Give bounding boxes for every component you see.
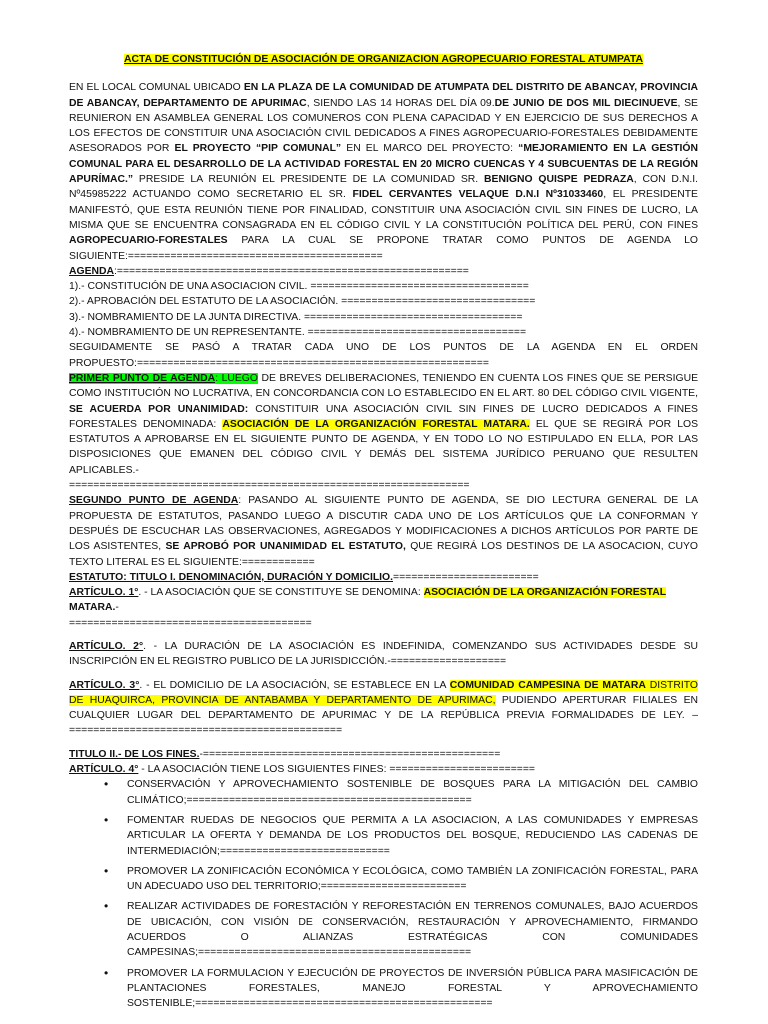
intro-paragraph xyxy=(69,80,698,264)
article-2 xyxy=(69,639,698,670)
agenda-item: 4).- NOMBRAMIENTO DE UN REPRESENTANTE. ==================================== xyxy=(69,327,527,339)
agenda-item: 1).- CONSTITUCIÓN DE UNA ASOCIACION CIVIL. ==================================== xyxy=(69,281,529,293)
article-1-label: ARTÍCULO. 1° xyxy=(69,587,139,599)
segundo-punto-paragraph xyxy=(69,493,698,569)
article-2-text: . - LA DURACIÓN DE LA ASOCIACIÓN ES INDEFINIDA, COMENZANDO SUS ACTIVIDADES DESDE SU INSCRIPCIÓN EN EL REGISTRO PUBLICO DE LA JURISDICCIÓN.-=================== xyxy=(69,640,699,668)
article-1-association-name: ASOCIACIÓN DE LA ORGANIZACIÓN FORESTAL xyxy=(423,587,666,599)
intro-project-name: “MEJORAMIENTO EN LA GESTIÓN COMUNAL PARA EL DESARROLLO DE LA ACTIVIDAD FORESTAL EN 20 MICRO CUENCAS Y 4 SUBCUENTAS DE LA REGIÓN APURÍMAC.” xyxy=(69,143,699,186)
primer-acuerdo: SE ACUERDA POR UNANIMIDAD: xyxy=(69,403,249,415)
article-3-community: COMUNIDAD CAMPESINA DE MATARA xyxy=(449,679,646,691)
president-name: BENIGNO QUISPE PEDRAZA xyxy=(484,174,634,186)
fines-list-item: • PROMOVER LA FORMULACION Y EJECUCIÓN DE PROYECTOS DE INVERSIÓN PÚBLICA PARA MASIFICACIÓN DE PLANTACIONES FORESTALES, MANEJO FORESTAL Y APROVECHAMIENTO SOSTENIBLE;================================================= xyxy=(127,966,698,1012)
article-3 xyxy=(69,678,698,724)
primer-text: DE BREVES DELIBERACIONES, TENIENDO EN CUENTA LOS FINES QUE SE PERSIGUE COMO INSTITUCIÓN NO LUCRATIVA, EN CONCORDANCIA CON LO ESTABLECIDO EN EL ART. 80 DEL CÓDIGO CIVIL VIGENTE, xyxy=(69,372,699,400)
intro-date: DE JUNIO DE DOS MIL DIECINUEVE xyxy=(494,97,678,109)
intro-text: , CON D.N.I. Nº45985222 ACTUANDO COMO SECRETARIO EL SR. xyxy=(69,174,698,201)
agenda-item: 2).- APROBACIÓN DEL ESTATUTO DE LA ASOCIACIÓN. ================================ xyxy=(69,296,536,308)
article-4 xyxy=(69,762,698,777)
titulo-2-heading xyxy=(69,747,698,762)
primer-punto-label: PRIMER PUNTO DE AGENDA xyxy=(69,372,216,384)
agenda-follow: SEGUIDAMENTE SE PASÓ A TRATAR CADA UNO DE LOS PUNTOS DE LA AGENDA EN EL ORDEN xyxy=(69,342,698,354)
intro-text: , SIENDO LAS 14 HORAS DEL DÍA 09. xyxy=(306,97,495,109)
document-title: ACTA DE CONSTITUCIÓN DE ASOCIACIÓN DE ORGANIZACION AGROPECUARIO FORESTAL ATUMPATA xyxy=(124,54,643,65)
intro-location: EN LA PLAZA DE LA COMUNIDAD DE ATUMPATA DEL DISTRITO DE ABANCAY, PROVINCIA DE ABANCAY, DEPARTAMENTO DE APURIMAC xyxy=(69,82,698,109)
article-3-label: ARTÍCULO. 3° xyxy=(69,679,140,691)
article-3-district: DISTRITO DE HUAQUIRCA, PROVINCIA DE ANTABAMBA Y DEPARTAMENTO DE APURIMAC, xyxy=(69,679,699,706)
estatuto-heading xyxy=(69,570,698,585)
fines-list-item: • FOMENTAR RUEDAS DE NEGOCIOS QUE PERMITA A LA ASOCIACION, A LAS COMUNIDADES Y EMPRESAS ARTICULAR LA OFERTA Y DEMANDA DE LOS PRODUCTOS DEL BOSQUE, REDUCIENDO LAS CADENAS DE INTERMEDIACIÓN;============================ xyxy=(127,813,698,859)
article-3-rule: ============================================= xyxy=(69,725,343,737)
intro-text: EN EL MARCO DEL PROYECTO: xyxy=(341,143,519,155)
article-4-text: - LA ASOCIACIÓN TIENE LOS SIGUIENTES FINES: ======================== xyxy=(138,764,535,776)
intro-text: EN EL LOCAL COMUNAL UBICADO xyxy=(69,82,244,94)
article-1-rule: ======================================== xyxy=(69,617,312,629)
segundo-acuerdo: SE APROBÓ POR UNANIMIDAD EL ESTATUTO, xyxy=(165,541,406,553)
primer-punto-paragraph xyxy=(69,371,698,478)
segundo-text: : PASANDO AL SIGUIENTE PUNTO DE AGENDA, SE DIO LECTURA GENERAL DE LA PROPUESTA DE ESTATUTOS, PASANDO LUEGO A DISCUTIR CADA UNO DE LOS ARTÍCULOS QUE LA CONFORMAN Y DESPUÉS DE ESCUCHAR LAS OBSERVACIONES, AGREGADOS Y MODIFICACIONES A DICHOS ARTÍCULOS POR PARTE DE LOS ASISTENTES, xyxy=(69,495,698,553)
primer-text: EL QUE SE REGIRÁ POR LOS ESTATUTOS A APROBARSE EN EL SIGUIENTE PUNTO DE AGENDA, Y EN TODO LO NO ESTIPULADO EN ELLA, POR LAS DISPOSICIONES QUE EMANEN DEL CÓDIGO CIVIL Y DEMÁS DEL SISTEMA JURÍDICO PERUANO QUE RESULTEN APLICABLES.- xyxy=(69,418,699,476)
intro-text: , EL PRESIDENTE MANIFESTÓ, QUE ESTA REUNIÓN TIENE POR FINALIDAD, CONSTITUIR UNA ASOCIACIÓN CIVIL SIN FINES DE LUCRO, LA MISMA QUE SE ENCUENTRA CONSAGRADA EN EL CÓDIGO CIVIL Y LA CONSTITUCIÓN POLÍTICA DEL PERÚ, CON FINES xyxy=(69,189,698,231)
fines-list-item: • CONSERVACIÓN Y APROVECHAMIENTO SOSTENIBLE DE BOSQUES PARA LA MITIGACIÓN DEL CAMBIO CLIMÁTICO;=============================================== xyxy=(127,777,698,808)
intro-text: , SE REUNIERON EN ASAMBLEA GENERAL LOS COMUNEROS CON PLENA CAPACIDAD Y EN EJERCICIO DE SUS DERECHOS A LOS EFECTOS DE CONSTITUIR UNA ASOCIACIÓN CIVIL DEDICADOS A FINES AGROPECUARIO-FORESTALES DEBIDAMENTE ASESORADOS POR xyxy=(69,97,698,155)
agenda-label: AGENDA xyxy=(69,265,115,277)
article-3-text: PUDIENDO APERTURAR FILIALES EN CUALQUIER LUGAR DEL DEPARTAMENTO DE APURIMAC Y DE LA REPÚBLICA PREVIA FORMALIDADES DE LEY. – xyxy=(69,694,698,722)
intro-text: PRESIDE LA REUNIÓN EL PRESIDENTE DE LA COMUNIDAD SR. xyxy=(133,174,485,186)
agenda-heading xyxy=(69,264,698,279)
segundo-text: QUE REGIRÁ LOS DESTINOS DE LA ASOCACION, CUYO TEXTO LITERAL ES EL SIGUIENTE:============ xyxy=(69,541,699,568)
segundo-punto-label: SEGUNDO PUNTO DE AGENDA xyxy=(69,495,239,507)
fines-list xyxy=(69,777,698,1011)
intro-purpose: AGROPECUARIO-FORESTALES xyxy=(69,235,228,247)
titulo-2-title: TITULO II.- DE LOS FINES. xyxy=(69,748,200,760)
estatuto-title: ESTATUTO: TITULO I. DENOMINACIÓN, DURACIÓN Y DOMICILIO. xyxy=(69,571,394,583)
secretary-name: FIDEL CERVANTES VELAQUE D.N.I Nº31033460 xyxy=(352,189,604,201)
article-3-text: . - EL DOMICILIO DE LA ASOCIACIÓN, SE ESTABLECE EN LA xyxy=(139,679,450,691)
agenda-rule: :========================================================== xyxy=(114,265,469,277)
primer-rule: ================================================================== xyxy=(69,480,470,492)
article-1-matara: MATARA. xyxy=(69,602,116,614)
intro-text: PARA LA CUAL SE PROPONE TRATAR COMO PUNTOS DE AGENDA LO SIGUIENTE:========================================== xyxy=(69,235,698,262)
article-1 xyxy=(69,585,698,616)
fines-list-item: • PROMOVER LA ZONIFICACIÓN ECONÓMICA Y ECOLÓGICA, COMO TAMBIÉN LA ZONIFICACIÓN FORESTAL, PARA UN ADECUADO USO DEL TERRITORIO;======================== xyxy=(127,864,698,895)
primer-text: CONSTITUIR UNA ASOCIACIÓN CIVIL SIN FINES DE LUCRO DEDICADOS A FINES FORESTALES DENOMINADA: xyxy=(69,403,698,430)
article-1-text: . - LA ASOCIACIÓN QUE SE CONSTITUYE SE DENOMINA: xyxy=(138,587,424,599)
intro-project: EL PROYECTO “PIP COMUNAL” xyxy=(174,143,342,155)
estatuto-rule: ======================== xyxy=(393,571,539,583)
agenda-follow-rule: PROPUESTO:========================================================== xyxy=(69,357,489,369)
article-4-label: ARTÍCULO. 4° xyxy=(69,764,139,776)
fines-list-item: • REALIZAR ACTIVIDADES DE FORESTACIÓN Y REFORESTACIÓN EN TERRENOS COMUNALES, BAJO ACUERDOS DE UBICACIÓN, CON VISIÓN DE CONSERVACIÓN, RESTAURACIÓN Y APROVECHAMIENTO, FIRMANDO ACUERDOS O ALIANZAS ESTRATÉGICAS CON COMUNIDADES CAMPESINAS;============================================= xyxy=(127,899,698,960)
titulo-2-rule: -================================================= xyxy=(199,748,501,760)
article-2-label: ARTÍCULO. 2° xyxy=(69,640,144,652)
association-name: ASOCIACIÓN DE LA ORGANIZACIÓN FORESTAL MATARA. xyxy=(222,418,530,430)
agenda-item: 3).- NOMBRAMIENTO DE LA JUNTA DIRECTIVA. ==================================== xyxy=(69,311,523,323)
article-1-dash: - xyxy=(115,602,119,614)
primer-punto-luego: : LUEGO xyxy=(215,372,258,384)
